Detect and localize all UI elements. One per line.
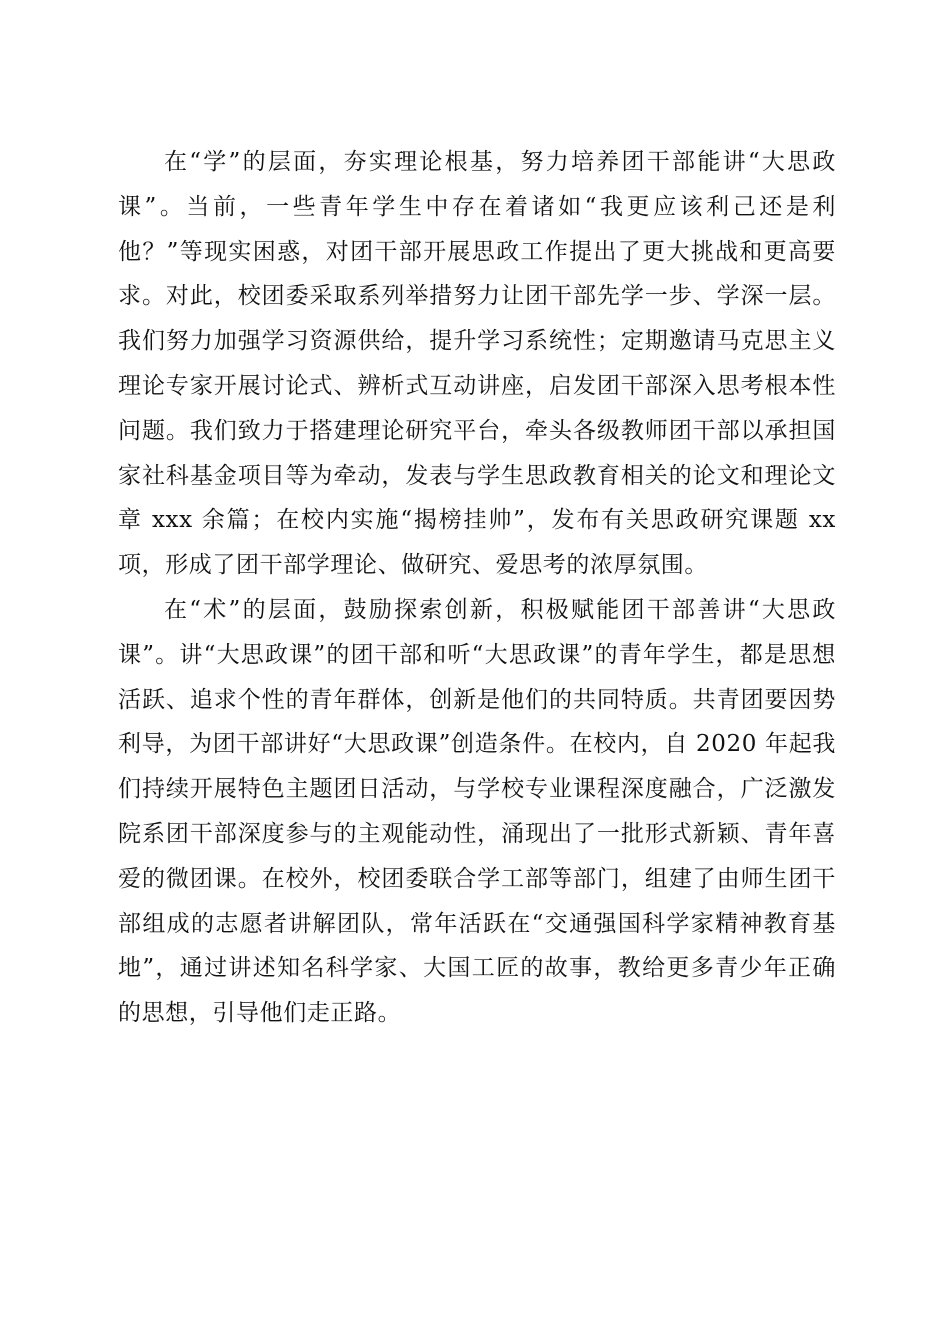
paragraph-study-level: 在“学”的层面，夯实理论根基，努力培养团干部能讲“大思政课”。当前，一些青年学生中存在着诸如“我更应该利己还是利他？”等现实困惑，对团干部开展思政工作提出了更大挑战和更高要求。对此，校团委采取系列举措努力让团干部先学一步、学深一层。我们努力加强学习资源供给，提升学习系统性；定期邀请马克思主义理论专家开展讨论式、辨析式互动讲座，启发团干部深入思考根本性问题。我们致力于搭建理论研究平台，牵头各级教师团干部以承担国家社科基金项目等为牵动，发表与学生思政教育相关的论文和理论文章 xxx 余篇；在校内实施“揭榜挂帅”，发布有关思政研究课题 xx 项，形成了团干部学理论、做研究、爱思考的浓厚氛围。 <box>118 149 836 579</box>
paragraph-method-level: 在“术”的层面，鼓励探索创新，积极赋能团干部善讲“大思政课”。讲“大思政课”的团干部和听“大思政课”的青年学生，都是思想活跃、追求个性的青年群体，创新是他们的共同特质。共青团要因势利导，为团干部讲好“大思政课”创造条件。在校内，自 2020 年起我们持续开展特色主题团日活动，与学校专业课程深度融合，广泛激发院系团干部深度参与的主观能动性，涌现出了一批形式新颖、青年喜爱的微团课。在校外，校团委联合学工部等部门，组建了由师生团干部组成的志愿者讲解团队，常年活跃在“交通强国科学家精神教育基地”，通过讲述知名科学家、大国工匠的故事，教给更多青少年正确的思想，引导他们走正路。 <box>118 596 836 1027</box>
document-body <box>118 140 836 1036</box>
